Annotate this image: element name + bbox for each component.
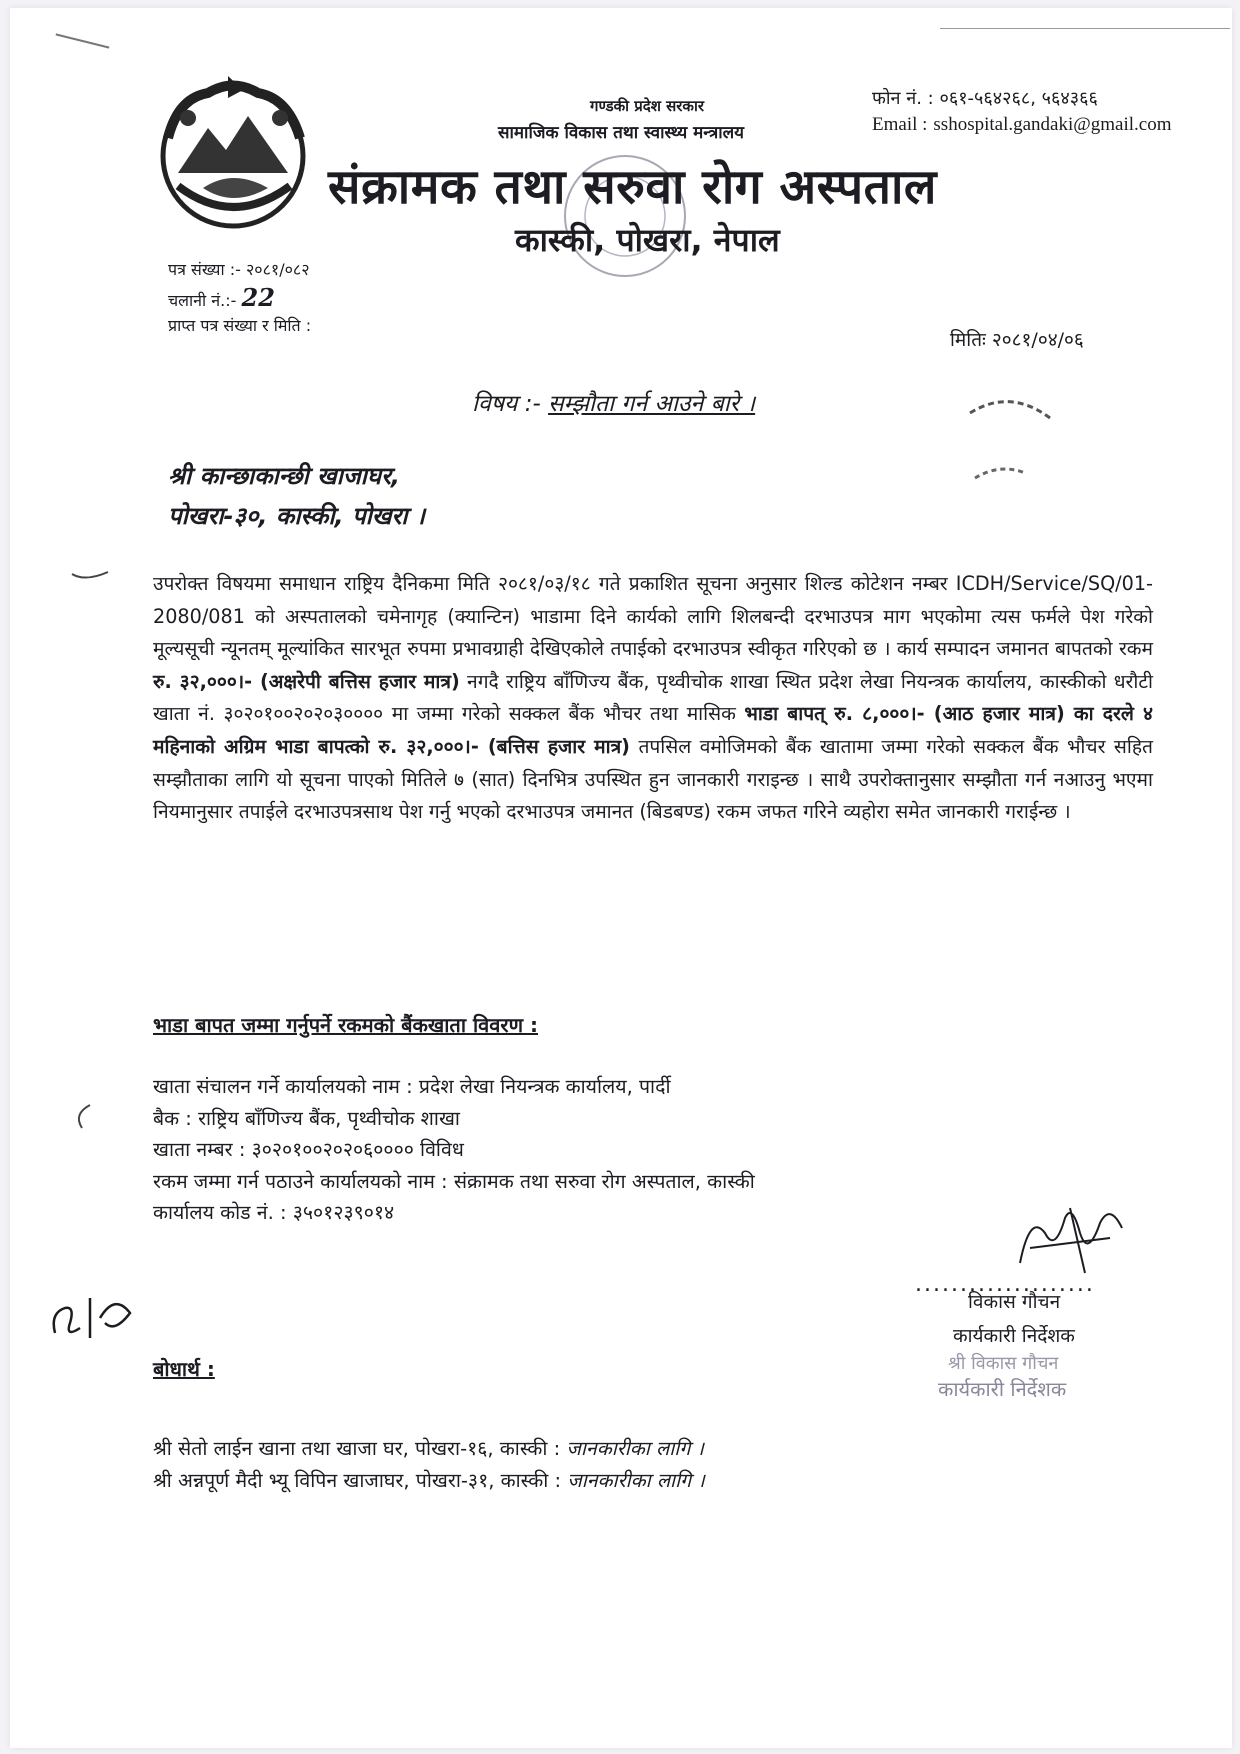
depositing-office: रकम जम्मा गर्न पठाउने कार्यालयको नाम : संक्रामक तथा सरुवा रोग अस्पताल, कास्की xyxy=(153,1169,755,1193)
cc-recipient-2 xyxy=(153,1465,705,1497)
bank-details xyxy=(153,1071,755,1229)
signature-dots: .................... xyxy=(915,1272,1095,1297)
dispatch-number xyxy=(168,283,275,312)
stamp-name: श्री विकास गौचन xyxy=(948,1353,1059,1374)
subject-text: सम्झौता गर्न आउने बारे । xyxy=(548,391,756,417)
letter-date: मितिः २०८१/०४/०६ xyxy=(950,329,1084,351)
body-part-3: तपसिल वमोजिमको बैंक खातामा जम्मा गरेको सक्कल बैंक भौचर सहित सम्झौताका लागि यो सूचना पाएको मितिले ७ (सात) दिनभित्र उपस्थित हुन जानकारी गराइन्छ । साथै उपरोक्तानुसार सम्झौता गर्न नआउनु भएमा नियमानुसार तपाईले दरभाउपत्रसाथ पेश गर्नु भएको दरभाउपत्र जमानत (बिडबण्ड) रकम जफत गरिने व्यहोरा समेत जानकारी गराईन्छ । xyxy=(153,734,1153,824)
bank-details-heading: भाडा बापत जम्मा गर्नुपर्ने रकमको बैंकखाता विवरण : xyxy=(153,1013,538,1037)
stamp-title: कार्यकारी निर्देशक xyxy=(938,1377,1067,1401)
office-code: कार्यालय कोड नं. : ३५०१२३९०१४ xyxy=(153,1201,395,1224)
paper-mark xyxy=(70,568,110,582)
hospital-name: संक्रामक तथा सरुवा रोग अस्पताल xyxy=(328,159,937,215)
cc-recipient-2-text: श्री अन्नपूर्ण मैदी भ्यू विपिन खाजाघर, पोखरा-३१, कास्की : xyxy=(153,1469,568,1492)
addressee-name: श्री कान्छाकान्छी खाजाघर, xyxy=(168,462,401,490)
body-bold-1: रु. ३२,०००।- (अक्षरेपी बत्तिस हजार मात्र) xyxy=(153,669,460,693)
dispatch-handwritten-number: 22 xyxy=(241,283,275,312)
email-label: Email : xyxy=(872,114,928,135)
cc-recipient-2-note: जानकारीका लागि । xyxy=(567,1469,705,1492)
cc-recipient-1-note: जानकारीका लागि । xyxy=(566,1437,704,1460)
letter-number: पत्र संख्या :- २०८१/०८२ xyxy=(168,260,310,279)
dispatch-label: चलानी नं.:- xyxy=(168,291,237,310)
pen-mark xyxy=(56,33,110,48)
account-number: खाता नम्बर : ३०२०१००२०२०६०००० विविध xyxy=(153,1138,464,1161)
ministry-name: सामाजिक विकास तथा स्वास्थ्य मन्त्रालय xyxy=(498,123,744,143)
email-line xyxy=(872,114,1171,136)
top-rule xyxy=(940,28,1230,29)
addressee-block xyxy=(168,456,425,536)
body-part-2: नगदै राष्ट्रिय बाँणिज्य बैंक, पृथ्वीचोक शाखा स्थित प्रदेश लेखा नियन्त्रक कार्यालय, कास्कीको धरौटी खाता नं. ३०२०१००२०२०३०००० मा जम्मा गरेको सक्कल बैंक भौचर तथा मासिक xyxy=(153,669,1153,726)
email-address: sshospital.gandaki@gmail.com xyxy=(933,114,1172,135)
cc-recipient-1 xyxy=(153,1433,705,1465)
received-letter-info: प्राप्त पत्र संख्या र मिति : xyxy=(168,316,312,335)
nepal-emblem-logo xyxy=(148,68,318,238)
phone-number: फोन नं. : ०६१-५६४२६८, ५६४३६६ xyxy=(872,88,1098,109)
cc-heading: बोधार्थ : xyxy=(153,1357,215,1381)
handwritten-signature xyxy=(1010,1193,1130,1283)
cc-recipient-1-text: श्री सेतो लाईन खाना तथा खाजा घर, पोखरा-१६, कास्की : xyxy=(153,1437,567,1460)
side-received-stamp xyxy=(955,383,1065,523)
addressee-location: पोखरा-३०, कास्की, पोखरा । xyxy=(168,502,425,530)
handwritten-initials xyxy=(45,1278,140,1348)
cc-list xyxy=(153,1433,705,1497)
government-name: गण्डकी प्रदेश सरकार xyxy=(590,97,704,115)
signatory-title: कार्यकारी निर्देशक xyxy=(953,1325,1075,1347)
letter-body xyxy=(153,568,1153,829)
letter-sheet xyxy=(10,8,1232,1748)
body-bold-2: भाडा बापत् रु. ८,०००।- (आठ हजार मात्र) का दरले ४ महिनाको अग्रिम भाडा बापत्को रु. ३२,०००।- (बत्तिस हजार मात्र) xyxy=(153,702,1153,758)
signatory-name: विकास गौचन xyxy=(968,1291,1061,1313)
paper-mark-2 xyxy=(68,1102,98,1132)
subject-line xyxy=(472,386,755,418)
subject-label: विषय :- xyxy=(472,391,541,417)
body-part-1: उपरोक्त विषयमा समाधान राष्ट्रिय दैनिकमा मिति २०८१/०३/१८ गते प्रकाशित सूचना अनुसार शिल्ड कोटेशन नम्बर ICDH/Service/SQ/01-2080/081 को अस्पतालको चमेनागृह (क्यान्टिन) भाडामा दिने कार्यको लागि शिलबन्दी दरभाउपत्र माग भएकोमा त्यस फर्मले पेश गरेको मूल्यसूची न्यूनतम् मूल्यांकित सारभूत रुपमा प्रभावग्राही देखिएकोले तपाईको दरभाउपत्र स्वीकृत गरिएको छ । कार्य सम्पादन जमानत बापतको रकम xyxy=(153,572,1153,661)
bank-name: बैक : राष्ट्रिय बाँणिज्य बैंक, पृथ्वीचोक शाखा xyxy=(153,1106,460,1130)
hospital-address: कास्की, पोखरा, नेपाल xyxy=(515,221,780,259)
account-office: खाता संचालन गर्ने कार्यालयको नाम : प्रदेश लेखा नियन्त्रक कार्यालय, पार्दी xyxy=(153,1075,671,1098)
